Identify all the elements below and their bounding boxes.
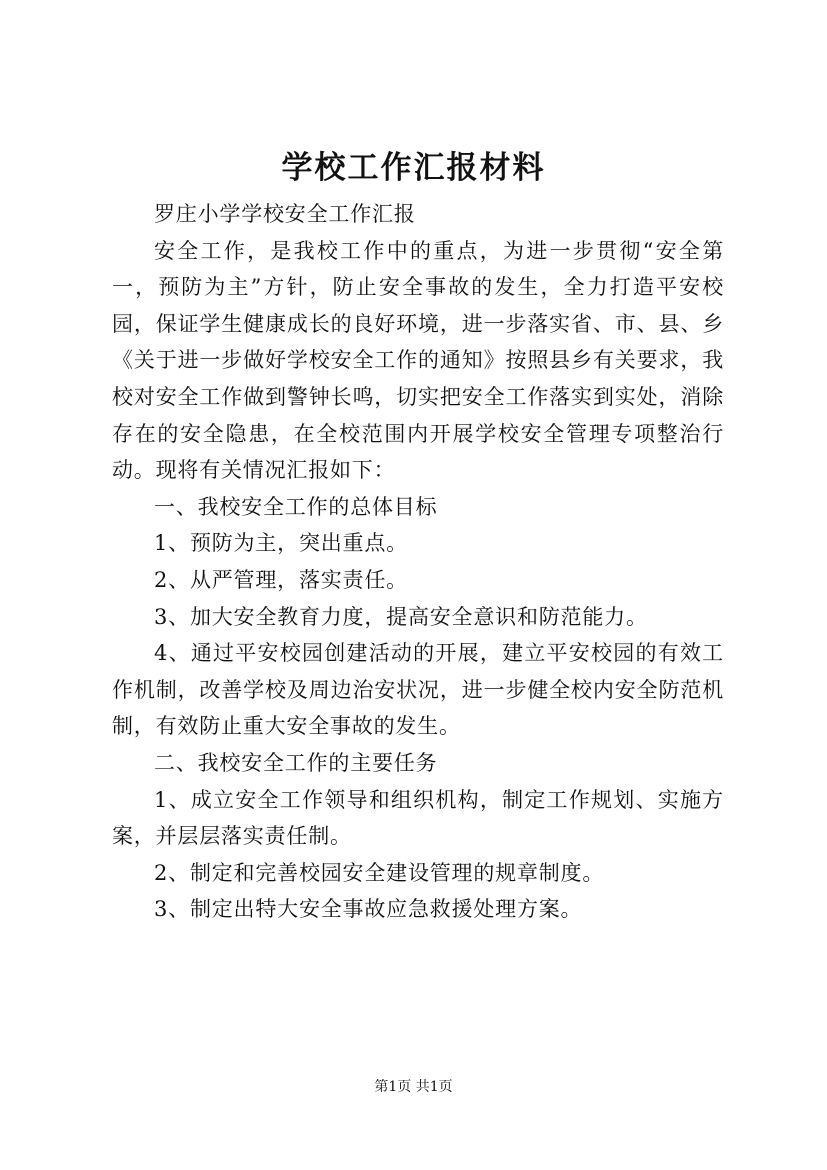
list-item: 2、从严管理，落实责任。 [154,567,408,592]
list-item: 3、制定出特大安全事故应急救援处理方案。 [154,897,583,922]
list-item: 3、加大安全教育力度，提高安全意识和防范能力。 [154,604,648,629]
document-title: 学校工作汇报材料 [281,150,546,186]
section-heading-tasks: 二、我校安全工作的主要任务 [154,750,438,775]
section-heading-goals: 一、我校安全工作的总体目标 [154,494,438,519]
document-body [112,196,724,928]
list-item: 1、预防为主，突出重点。 [154,531,408,556]
list-item: 4、通过平安校园创建活动的开展，建立平安校园的有效工作机制，改善学校及周边治安状况，进一步健全校内安全防范机制，有效防止重大安全事故的发生。 [112,641,724,739]
list-item: 1、成立安全工作领导和组织机构，制定工作规划、实施方案，并层层落实责任制。 [112,787,724,849]
paragraph-intro: 安全工作，是我校工作中的重点，为进一步贯彻“安全第一，预防为主”方针，防止安全事故的发生，全力打造平安校园，保证学生健康成长的良好环境，进一步落实省、市、县、乡《关于进一步做好学校安全工作的通知》按照县乡有关要求，我校对安全工作做到警钟长鸣，切实把安全工作落实到实处，消除存在的安全隐患，在全校范围内开展学校安全管理专项整治行动。现将有关情况汇报如下： [112,238,724,483]
paragraph-subtitle: 罗庄小学学校安全工作汇报 [154,202,416,226]
page-footer: 第1页 共1页 [374,1079,453,1095]
list-item: 2、制定和完善校园安全建设管理的规章制度。 [154,860,605,885]
